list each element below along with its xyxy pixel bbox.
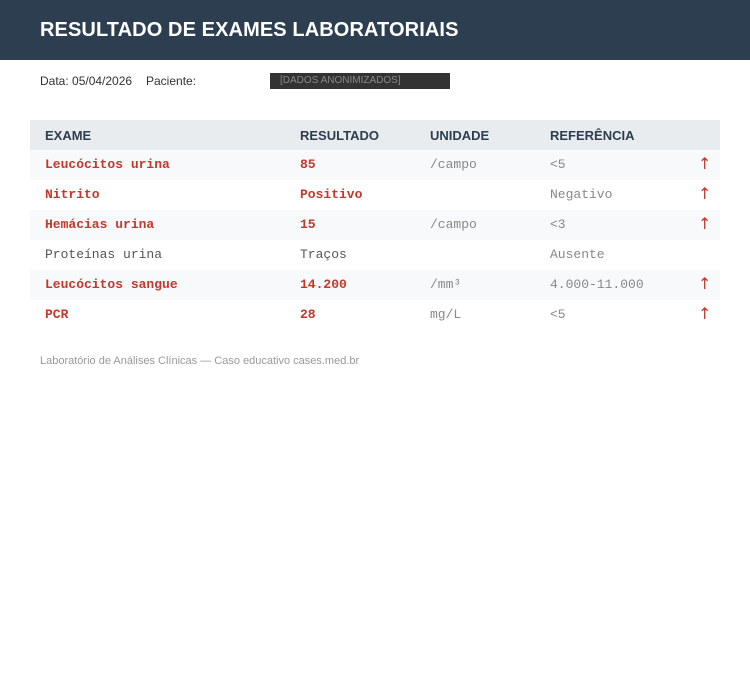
exam-cell: Leucócitos urina — [45, 157, 170, 172]
table-row — [30, 210, 720, 240]
table-row — [30, 240, 720, 270]
reference-cell: <5 — [550, 307, 566, 322]
result-cell: 28 — [300, 307, 316, 322]
result-cell: 15 — [300, 217, 316, 232]
table-row — [30, 270, 720, 300]
exam-cell: PCR — [45, 307, 69, 322]
table-row — [30, 180, 720, 210]
high-flag-icon: ↑ — [698, 304, 712, 323]
exam-cell: Proteínas urina — [45, 247, 163, 262]
column-header-exam: EXAME — [45, 128, 92, 143]
patient-redacted-value: [DADOS ANONIMIZADOS] — [270, 73, 450, 89]
table-row — [30, 300, 720, 330]
result-cell: 14.200 — [300, 277, 347, 292]
high-flag-icon: ↑ — [698, 184, 712, 203]
unit-cell: /campo — [430, 217, 477, 232]
column-header-reference: REFERÊNCIA — [550, 128, 635, 143]
report-date: Data: 05/04/2026 — [40, 74, 133, 88]
reference-cell: 4.000-11.000 — [550, 277, 644, 292]
column-header-unit: UNIDADE — [430, 128, 490, 143]
reference-cell: Ausente — [550, 247, 605, 262]
result-cell: Positivo — [300, 187, 363, 202]
column-header-result: RESULTADO — [300, 128, 379, 143]
report-title: RESULTADO DE EXAMES LABORATORIAIS — [40, 19, 459, 41]
results-table — [30, 120, 720, 330]
exam-cell: Leucócitos sangue — [45, 277, 178, 292]
result-cell: 85 — [300, 157, 316, 172]
exam-cell: Hemácias urina — [45, 217, 155, 232]
table-body — [30, 150, 720, 330]
patient-label: Paciente: — [146, 74, 197, 88]
unit-cell: mg/L — [430, 307, 462, 322]
high-flag-icon: ↑ — [698, 154, 712, 173]
report-header — [0, 0, 750, 60]
high-flag-icon: ↑ — [698, 214, 712, 233]
reference-cell: Negativo — [550, 187, 613, 202]
footer-note: Laboratório de Análises Clínicas — Caso educativo cases.med.br — [40, 355, 360, 367]
reference-cell: <5 — [550, 157, 566, 172]
reference-cell: <3 — [550, 217, 566, 232]
unit-cell: /mm³ — [430, 277, 462, 292]
table-row — [30, 150, 720, 180]
high-flag-icon: ↑ — [698, 274, 712, 293]
exam-cell: Nitrito — [45, 187, 100, 202]
unit-cell: /campo — [430, 157, 477, 172]
result-cell: Traços — [300, 247, 347, 262]
table-header — [30, 120, 720, 150]
